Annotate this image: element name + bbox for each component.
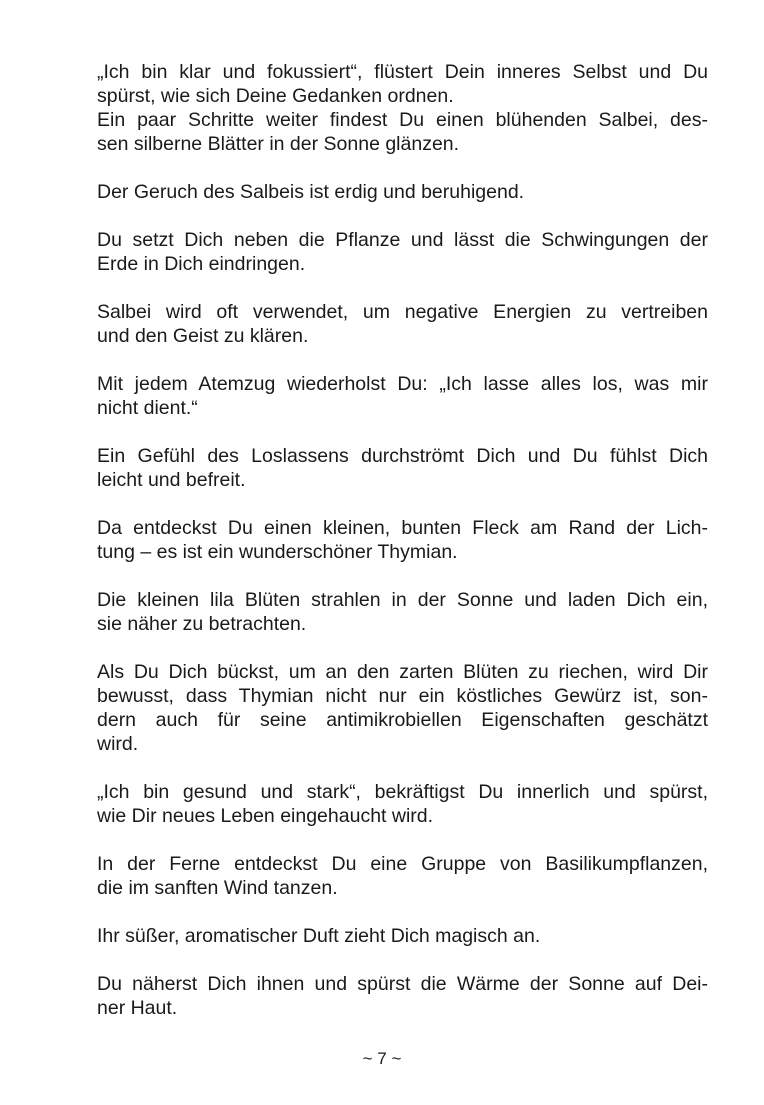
- text-line: spürst, wie sich Deine Gedanken ordnen.: [97, 85, 454, 107]
- text-line: wie Dir neues Leben eingehaucht wird.: [97, 805, 434, 827]
- page-number: ~ 7 ~: [362, 1049, 402, 1068]
- body-text: [97, 60, 708, 1020]
- text-line: nicht dient.“: [97, 397, 198, 419]
- text-line: tung – es ist ein wunderschöner Thymian.: [97, 541, 458, 563]
- text-line: und den Geist zu klären.: [97, 325, 309, 347]
- text-line: Ein Gefühl des Loslassens durchströmt Dich und Du fühlst Dich: [97, 445, 708, 467]
- text-line: sen silberne Blätter in der Sonne glänzen.: [97, 133, 460, 155]
- text-line: „Ich bin klar und fokussiert“, flüstert Dein inneres Selbst und Du: [97, 61, 708, 83]
- text-line: In der Ferne entdeckst Du eine Gruppe von Basilikumpflanzen,: [97, 853, 708, 875]
- paragraph: [97, 372, 708, 420]
- paragraph: [97, 516, 708, 564]
- text-line: Der Geruch des Salbeis ist erdig und beruhigend.: [97, 181, 525, 203]
- paragraph: [97, 228, 708, 276]
- text-line: Du setzt Dich neben die Pflanze und lässt die Schwingungen der: [97, 229, 708, 251]
- text-line: Die kleinen lila Blüten strahlen in der Sonne und laden Dich ein,: [97, 589, 708, 611]
- text-line: Mit jedem Atemzug wiederholst Du: „Ich lasse alles los, was mir: [97, 373, 708, 395]
- text-line: ner Haut.: [97, 997, 178, 1019]
- text-line: die im sanften Wind tanzen.: [97, 877, 338, 899]
- paragraph: [97, 180, 708, 204]
- text-line: Als Du Dich bückst, um an den zarten Blüten zu riechen, wird Dir: [97, 661, 708, 683]
- text-line: Salbei wird oft verwendet, um negative Energien zu vertreiben: [97, 301, 708, 323]
- paragraph: [97, 972, 708, 1020]
- text-line: wird.: [97, 733, 139, 755]
- text-line: bewusst, dass Thymian nicht nur ein köstliches Gewürz ist, son-: [97, 685, 708, 707]
- paragraph: [97, 780, 708, 828]
- paragraph: [97, 588, 708, 636]
- paragraph: [97, 924, 708, 948]
- text-line: Ein paar Schritte weiter findest Du einen blühenden Salbei, des-: [97, 109, 708, 131]
- text-line: Da entdeckst Du einen kleinen, bunten Fleck am Rand der Lich-: [97, 517, 708, 539]
- paragraph: [97, 444, 708, 492]
- text-line: Ihr süßer, aromatischer Duft zieht Dich magisch an.: [97, 925, 541, 947]
- paragraph: [97, 300, 708, 348]
- paragraph: [97, 852, 708, 900]
- text-line: Du näherst Dich ihnen und spürst die Wärme der Sonne auf Dei-: [97, 973, 708, 995]
- text-line: „Ich bin gesund und stark“, bekräftigst Du innerlich und spürst,: [97, 781, 708, 803]
- text-line: Erde in Dich eindringen.: [97, 253, 306, 275]
- text-line: leicht und befreit.: [97, 469, 246, 491]
- paragraph: [97, 660, 708, 756]
- text-line: dern auch für seine antimikrobiellen Eigenschaften geschätzt: [97, 709, 708, 731]
- paragraph: [97, 60, 708, 156]
- text-line: sie näher zu betrachten.: [97, 613, 307, 635]
